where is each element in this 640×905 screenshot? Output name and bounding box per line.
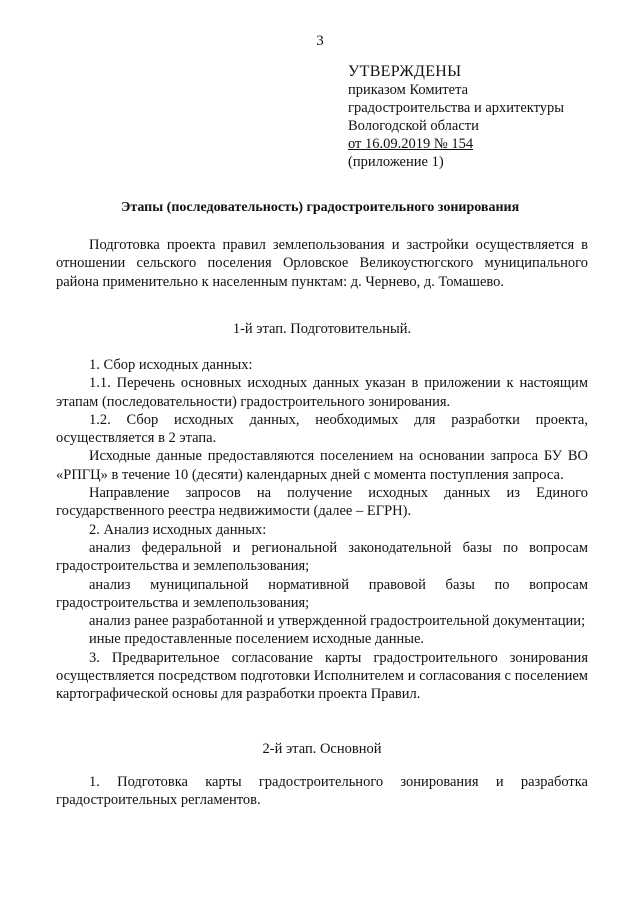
approval-date-number: от 16.09.2019 № 154 bbox=[348, 136, 474, 152]
approval-block bbox=[348, 63, 564, 171]
stage1-paragraph-8: анализ муниципальной нормативной правовой базы по вопросам градостроительства и землепользования; bbox=[56, 576, 588, 611]
intro-section bbox=[56, 236, 588, 291]
intro-paragraph: Подготовка проекта правил землепользования и застройки осуществляется в отношении сельского поселения Орловское Великоустюгского муниципального района применительно к населенным пунктам: д. Чернево, д. Томашево. bbox=[56, 237, 588, 290]
stage1-paragraph-1: 1. Сбор исходных данных: bbox=[89, 357, 253, 373]
stage1-heading-block bbox=[56, 320, 588, 338]
stage1-paragraph-3: 1.2. Сбор исходных данных, необходимых для разработки проекта, осуществляется в 2 этапа. bbox=[56, 411, 588, 447]
stage1-heading: 1-й этап. Подготовительный. bbox=[232, 321, 412, 337]
stage1-paragraph-7: анализ федеральной и региональной законодательной базы по вопросам градостроительства и землепользования; bbox=[56, 539, 588, 575]
approval-line-1: приказом Комитета bbox=[348, 82, 469, 98]
stage2-heading: 2-й этап. Основной bbox=[262, 741, 382, 757]
approval-line-2: градостроительства и архитектуры bbox=[348, 100, 565, 116]
stage1-section bbox=[56, 356, 588, 704]
page-number: 3 bbox=[316, 33, 324, 49]
stage2-paragraph-1: 1. Подготовка карты градостроительного зонирования и разработка градостроительных регламентов. bbox=[56, 774, 588, 809]
stage1-paragraph-5: Направление запросов на получение исходных данных из Единого государственного реестра недвижимости (далее – ЕГРН). bbox=[56, 485, 588, 520]
stage1-paragraph-4: Исходные данные предоставляются поселением на основании запроса БУ ВО «РПГЦ» в течение 10 (десяти) календарных дней с момента поступления запроса. bbox=[56, 448, 588, 483]
stage1-paragraph-6: 2. Анализ исходных данных: bbox=[89, 521, 267, 538]
stage1-paragraph-2: 1.1. Перечень основных исходных данных указан в приложении к настоящим этапам (последовательности) градостроительного зонирования. bbox=[56, 375, 588, 410]
approval-title: УТВЕРЖДЕНЫ bbox=[348, 63, 462, 80]
stage2-section bbox=[56, 773, 588, 810]
stage2-heading-block bbox=[56, 740, 588, 758]
document-title: Этапы (последовательность) градостроительного зонирования bbox=[120, 200, 520, 215]
approval-line-5: (приложение 1) bbox=[348, 154, 444, 170]
stage1-paragraph-9: анализ ранее разработанной и утвержденной градостроительной документации; bbox=[89, 613, 586, 630]
stage1-paragraph-10: иные предоставленные поселением исходные данные. bbox=[89, 631, 425, 648]
approval-line-3: Вологодской области bbox=[348, 118, 479, 134]
stage1-paragraph-11: 3. Предварительное согласование карты градостроительного зонирования осуществляется посредством подготовки Исполнителем и согласования с поселением картографической основы для разработки проекта Правил. bbox=[56, 649, 588, 703]
